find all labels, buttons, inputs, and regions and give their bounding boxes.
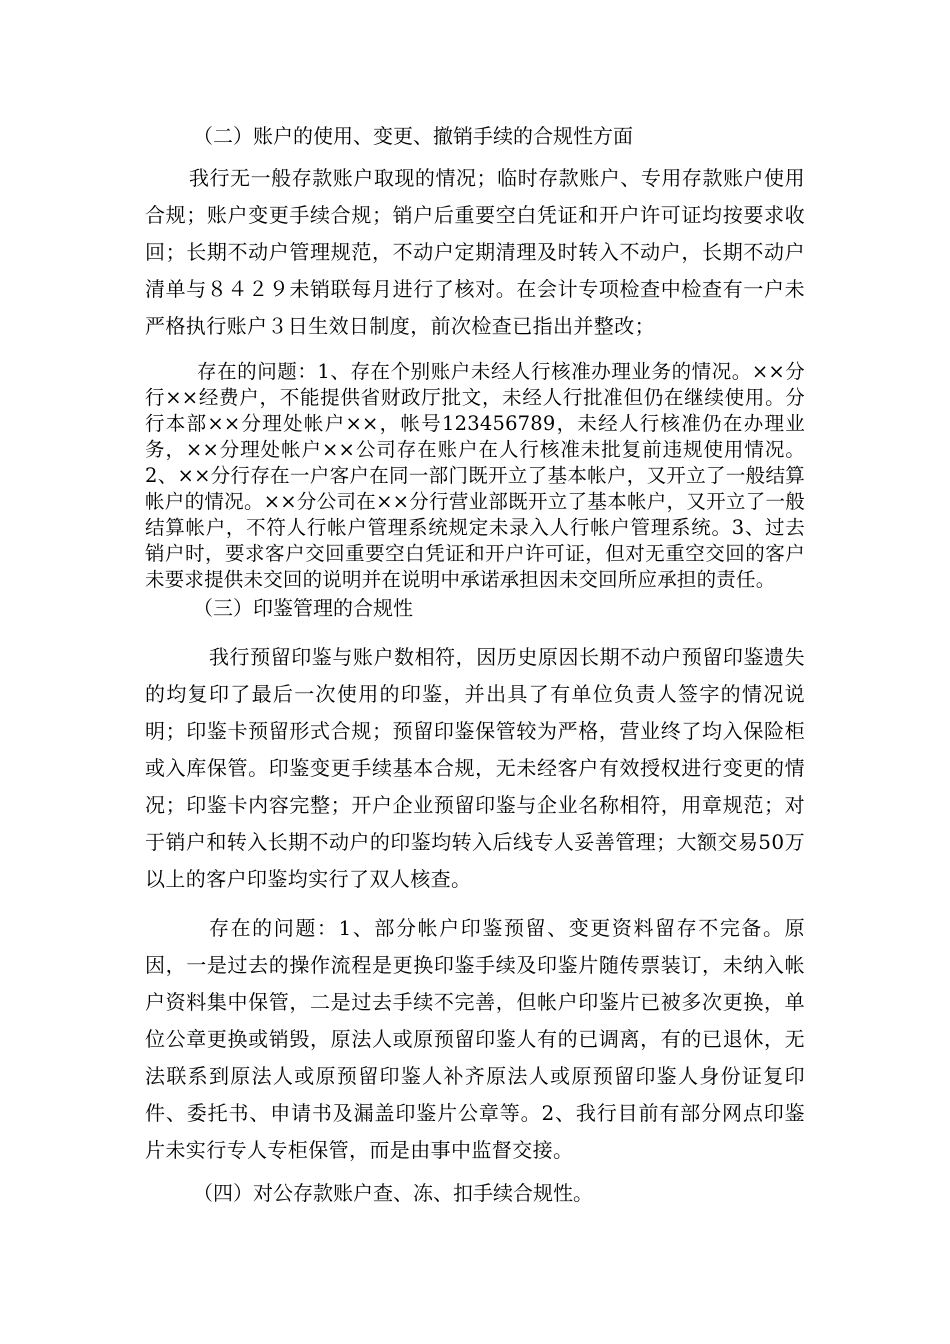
section-heading-accounts-usage: （二）账户的使用、变更、撤销手续的合规性方面 (193, 124, 633, 148)
section-heading-deposit-accounts: （四）对公存款账户查、冻、扣手续合规性。 (193, 1181, 593, 1205)
paragraph-accounts-problems: 存在的问题：1、存在个别账户未经人行核准办理业务的情况。××分行××经费户，不能提供省财政厅批文，未经人行批准但仍在继续使用。分行本部××分理处帐户××，帐号123456789，未经人行核准仍在办理业务，××分理处帐户××公司存在账户在人行核准未批复前违规使用情况。2、××分行存在一户客户在同一部门既开立了基本帐户，又开立了一般结算帐户的情况。××分公司在××分行营业部既开立了基本帐户，又开立了一般结算帐户，不符人行帐户管理系统规定未录入人行帐户管理系统。3、过去销户时，要求客户交回重要空白凭证和开户许可证，但对无重空交回的客户未要求提供未交回的说明并在说明中承诺承担因未交回所应承担的责任。 (145, 360, 805, 591)
paragraph-accounts-compliance: 我行无一般存款账户取现的情况；临时存款账户、专用存款账户使用合规；账户变更手续合规；销户后重要空白凭证和开户许可证均按要求收回；长期不动户管理规范，不动户定期清理及时转入不动户，长期不动户清单与８４２９未销联每月进行了核对。在会计专项检查中检查有一户未严格执行账户３日生效日制度，前次检查已指出并整改； (145, 166, 805, 338)
document-page (145, 118, 805, 1211)
section-heading-seal-management: （三）印鉴管理的合规性 (193, 596, 413, 620)
paragraph-seal-problems: 存在的问题：1、部分帐户印鉴预留、变更资料留存不完备。原因，一是过去的操作流程是更换印鉴手续及印鉴片随传票装订，未纳入帐户资料集中保管，二是过去手续不完善，但帐户印鉴片已被多次更换，单位公章更换或销毁，原法人或原预留印鉴人有的已调离，有的已退休，无法联系到原法人或原预留印鉴人补齐原法人或原预留印鉴人身份证复印件、委托书、申请书及漏盖印鉴片公章等。2、我行目前有部分网点印鉴片未实行专人专柜保管，而是由事中监督交接。 (145, 916, 805, 1162)
paragraph-seal-compliance: 我行预留印鉴与账户数相符，因历史原因长期不动户预留印鉴遗失的均复印了最后一次使用的印鉴，并出具了有单位负责人签字的情况说明；印鉴卡预留形式合规；预留印鉴保管较为严格，营业终了均入保险柜或入库保管。印鉴变更手续基本合规，无未经客户有效授权进行变更的情况；印鉴卡内容完整；开户企业预留印鉴与企业名称相符，用章规范；对于销户和转入长期不动户的印鉴均转入后线专人妥善管理；大额交易50万以上的客户印鉴均实行了双人核查。 (145, 645, 805, 891)
